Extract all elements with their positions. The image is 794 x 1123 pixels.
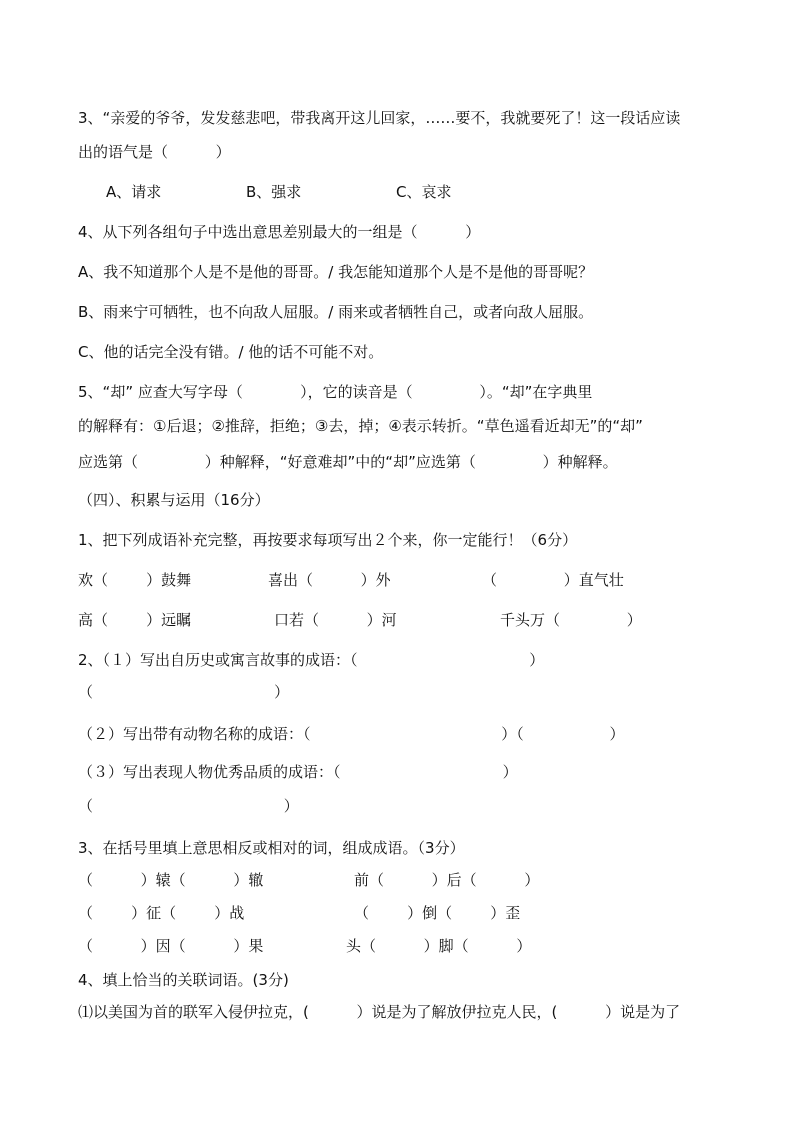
question-3-text-cont: 出的语气是（ ） [78, 143, 231, 161]
section-heading: （四）、积累与运用（16分） [78, 491, 270, 509]
sentence-pair-b: B、雨来宁可牺牲，也不向敌人屈服。/ 雨来或者牺牲自己，或者向敌人屈服。 [78, 303, 594, 321]
antonym-idiom: 前（ ）后（ ） [354, 871, 540, 889]
idiom-blank: 欢（ ）鼓舞 [78, 571, 192, 589]
question-4-text: 4、从下列各组句子中选出意思差别最大的一组是（ ） [78, 223, 481, 241]
conjunction-sentence-1: ⑴以美国为首的联军入侵伊拉克，( ）说是为了解放伊拉克人民，( ）说是为了 [78, 1003, 681, 1021]
idiom-blank: （ ）直气壮 [482, 571, 624, 589]
antonym-question-3: 3、在括号里填上意思相反或相对的词，组成成语。（3分） [78, 839, 465, 857]
antonym-idiom: （ ）因（ ）果 [78, 937, 264, 955]
idiom-question-2-1: 2、（１）写出自历史或寓言故事的成语：（ ） [78, 651, 545, 669]
answer-blank: （ ） [78, 797, 299, 815]
sentence-pair-a: A、我不知道那个人是不是他的哥哥。/ 我怎能知道那个人是不是他的哥哥呢？ [78, 263, 594, 281]
idiom-question-1: 1、把下列成语补充完整，再按要求每项写出２个来，你一定能行！（6分） [78, 531, 578, 549]
question-5-text-cont2: 应选第（ ）种解释，“好意难却”中的“却”应选第（ ）种解释。 [78, 453, 618, 471]
idiom-blank: 高（ ）远瞩 [78, 611, 192, 629]
question-3-text: 3、“亲爱的爷爷，发发慈悲吧，带我离开这儿回家，……要不，我就要死了！这一段话应读 [78, 109, 681, 127]
antonym-idiom: 头（ ）脚（ ） [346, 937, 532, 955]
idiom-blank: 口若（ ）河 [274, 611, 397, 629]
option-c: C、哀求 [396, 183, 452, 201]
question-5-text-cont: 的解释有：①后退；②推辞，拒绝；③去，掉；④表示转折。“草色遥看近却无”的“却” [78, 417, 643, 435]
idiom-blank: 喜出（ ）外 [268, 571, 391, 589]
idiom-question-2-2: （２）写出带有动物名称的成语：（ ）（ ） [78, 725, 625, 743]
sentence-pair-c: C、他的话完全没有错。/ 他的话不可能不对。 [78, 343, 384, 361]
idiom-blank: 千头万（ ） [500, 611, 642, 629]
question-5-text: 5、“却” 应查大写字母（ ），它的读音是（ ）。“却”在字典里 [78, 383, 593, 401]
antonym-idiom: （ ）辕（ ）辙 [78, 871, 264, 889]
antonym-idiom: （ ）征（ ）战 [78, 904, 245, 922]
answer-blank: （ ） [78, 683, 290, 701]
option-b: B、强求 [246, 183, 302, 201]
antonym-idiom: （ ）倒（ ）歪 [354, 904, 521, 922]
conjunction-question-4: 4、填上恰当的关联词语。(3分) [78, 971, 289, 989]
option-a: A、请求 [106, 183, 162, 201]
idiom-question-2-3: （３）写出表现人物优秀品质的成语：（ ） [78, 763, 518, 781]
